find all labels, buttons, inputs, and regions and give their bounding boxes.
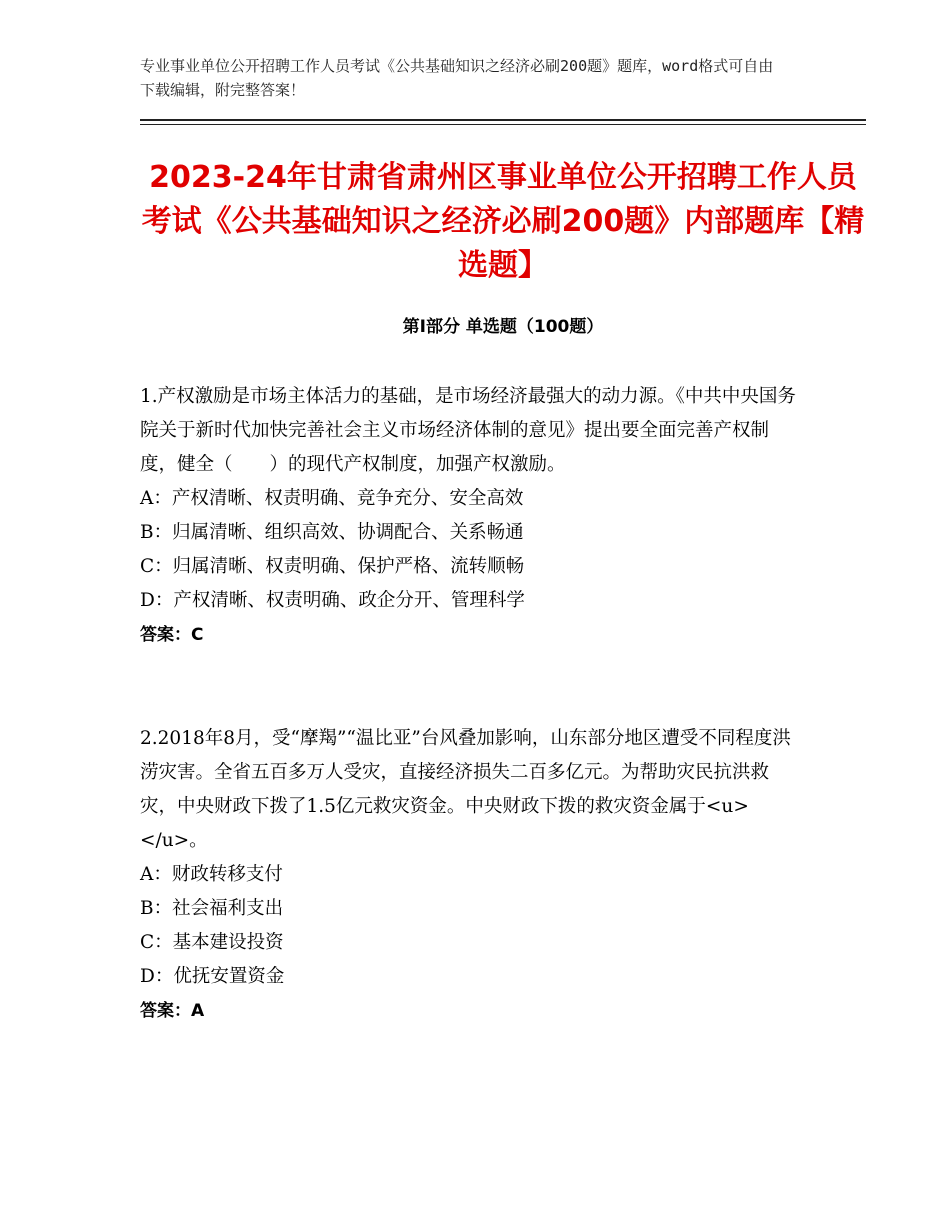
option-c: C：基本建设投资 (140, 932, 284, 953)
option-c: C：归属清晰、权责明确、保护严格、流转顺畅 (140, 556, 525, 577)
option-a: A：财政转移支付 (140, 864, 283, 885)
question-stem: 1.产权激励是市场主体活力的基础，是市场经济最强大的动力源。《中共中央国务院关于新时代加快完善社会主义市场经济体制的意见》提出要全面完善产权制度，健全（ ）的现代产权制度，加强产权激励。 (140, 386, 796, 475)
question-stem: 2.2018年8月，受“摩羯”“温比亚”台风叠加影响，山东部分地区遭受不同程度洪涝灾害。全省五百多万人受灾，直接经济损失二百多亿元。为帮助灾民抗洪救灾，中央财政下拨了1.5亿元救灾资金。中央财政下拨的救灾资金属于<u> </u>。 (140, 728, 805, 851)
option-d: D：产权清晰、权责明确、政企分开、管理科学 (140, 590, 525, 611)
question-block (140, 380, 800, 652)
option-a: A：产权清晰、权责明确、竞争充分、安全高效 (140, 488, 524, 509)
option-b: B：归属清晰、组织高效、协调配合、关系畅通 (140, 522, 524, 543)
answer-line: 答案：A (140, 1001, 205, 1021)
header-rule-thick (140, 119, 866, 121)
question-block (140, 722, 805, 1028)
header-rule-thin (140, 124, 866, 125)
option-d: D：优抚安置资金 (140, 966, 285, 987)
option-b: B：社会福利支出 (140, 898, 284, 919)
header-note: 专业事业单位公开招聘工作人员考试《公共基础知识之经济必刷200题》题库，word格式可自由下载编辑，附完整答案！ (140, 57, 774, 99)
answer-line: 答案：C (140, 625, 204, 645)
section-heading: 第Ⅰ部分 单选题（100题） (402, 317, 604, 337)
document-title: 2023-24年甘肃省肃州区事业单位公开招聘工作人员考试《公共基础知识之经济必刷200题》内部题库【精选题】 (141, 160, 865, 283)
